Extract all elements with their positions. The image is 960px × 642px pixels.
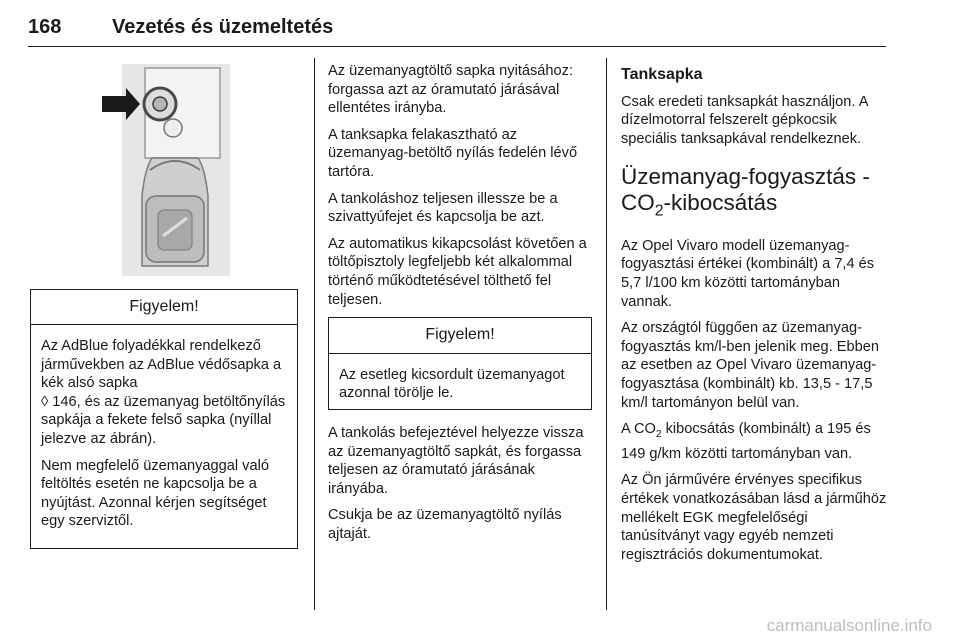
paragraph: Az Opel Vivaro modell üzemanyag-fogyasztási értékei (kombinált) a 7,4 és 5,7 l/100 km közötti tartományban vannak.	[621, 237, 875, 310]
warning-body	[31, 325, 297, 545]
column-divider-2	[606, 58, 607, 610]
warning-text-ref: 146, és az üzemanyag betöltőnyílás sapkája a fekete felső sapka (nyíllal jelezve az ábrán).	[41, 393, 286, 447]
warning-box-middle	[328, 317, 592, 410]
paragraph: Az Ön járművére érvényes specifikus értékek vonatkozásában lásd a járműhöz mellékelt EGK megfelelőségi tanúsítványt vagy egyéb nemzeti regisztrációs dokumentumokat.	[621, 472, 887, 563]
column-divider-1	[314, 58, 315, 610]
warning-paragraph-2: Nem megfelelő üzemanyaggal való feltöltés esetén ne kapcsolja be a nyújtást. Azonnal kérjen segítséget egy szerviztől.	[41, 457, 269, 530]
paragraph: A tankolás befejeztével helyezze vissza az üzemanyagtöltő sapkát, és forgassa teljesen az óramutató járásának irányába.	[328, 424, 584, 497]
warning-text: Az AdBlue folyadékkal rendelkező járművekben az AdBlue védősapka a kék alsó sapka	[41, 338, 282, 392]
warning-title: Figyelem!	[329, 318, 591, 354]
chapter-title: Vezetés és üzemeltetés	[112, 16, 334, 38]
paragraph: Az országtól függően az üzemanyag-fogyasztás km/l-ben jelenik meg. Ebben az esetben az Opel Vivaro üzemanyag-fogyasztása (kombinált) kb. 13,5 - 17,5 km/l tartományon belül van.	[621, 320, 879, 411]
paragraph: A $CO_2$ kibocsátás (kombinált) a 195 és 149 g/km közötti tartományban van.	[621, 421, 871, 462]
paragraph: Csak eredeti tanksapkát használjon. A dízelmotorral felszerelt gépkocsik speciális tanksapkával rendelkeznek.	[621, 93, 868, 147]
paragraph: Csukja be az üzemanyagtöltő nyílás ajtaját.	[328, 507, 562, 542]
watermark: carmanualsonline.info	[766, 616, 932, 635]
reference-icon[interactable]: ◊	[41, 393, 49, 410]
paragraph: A tankoláshoz teljesen illessze be a szivattyúfejet és kapcsolja be azt.	[328, 190, 558, 226]
fuel-filler-door-illustration	[30, 58, 298, 278]
page-number: 168	[28, 16, 62, 38]
header-rule	[28, 46, 886, 47]
paragraph: Az automatikus kikapcsolást követően a töltőpisztoly legfeljebb két alkalommal történő működtetésével tölthető fel teljesen.	[328, 235, 587, 308]
tank-cap-heading: Tanksapka	[621, 66, 703, 83]
section-heading: Üzemanyag-fogyasztás - $CO_2$-kibocsátás	[621, 164, 870, 220]
paragraph: Az üzemanyagtöltő sapka nyitásához: forgassa azt az óramutató járásával ellentétes irányba.	[328, 63, 573, 117]
warning-box-left	[30, 289, 298, 549]
warning-paragraph	[41, 337, 287, 449]
column-right	[621, 62, 887, 572]
fuel-filler-illustration	[30, 58, 298, 278]
paragraph: A tanksapka felakasztható az üzemanyag-betöltő nyílás fedelén lévő tartóra.	[328, 126, 578, 180]
column-middle	[328, 62, 594, 551]
warning-text: Az esetleg kicsordult üzemanyagot azonnal törölje le.	[339, 366, 565, 402]
warning-title: Figyelem!	[31, 290, 297, 325]
page-header	[28, 12, 888, 44]
